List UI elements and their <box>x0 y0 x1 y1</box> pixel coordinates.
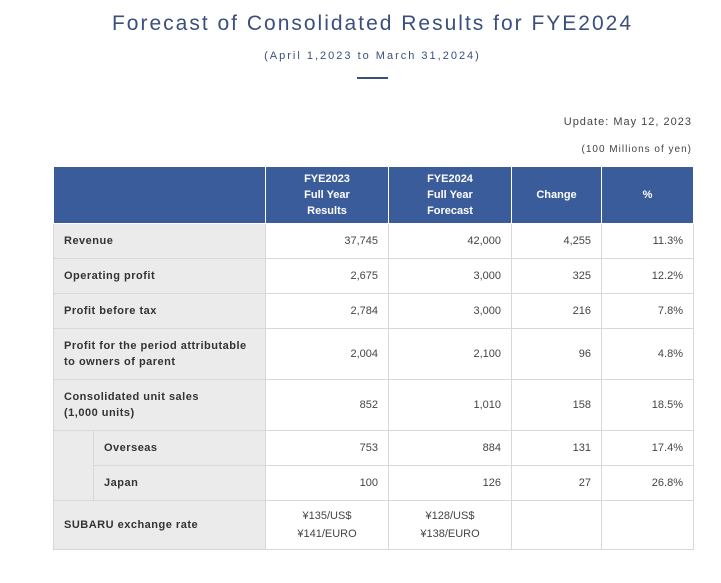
title-divider <box>357 77 388 79</box>
cell-fy2023: ¥135/US$ ¥141/EURO <box>266 501 389 550</box>
table-row <box>54 259 694 294</box>
cell-pct: 7.8% <box>602 294 694 329</box>
cell-change: 216 <box>512 294 602 329</box>
table-row <box>54 329 694 380</box>
table-row <box>54 431 694 466</box>
cell-pct: 11.3% <box>602 224 694 259</box>
cell-fy2024: 3,000 <box>389 259 512 294</box>
cell-change: 131 <box>512 431 602 466</box>
table-row <box>54 224 694 259</box>
cell-fy2024: 3,000 <box>389 294 512 329</box>
cell-pct: 18.5% <box>602 380 694 431</box>
table-row <box>54 501 694 550</box>
row-label: Japan <box>94 466 266 501</box>
cell-pct: 17.4% <box>602 431 694 466</box>
row-label: Revenue <box>54 224 266 259</box>
row-label: SUBARU exchange rate <box>54 501 266 550</box>
cell-change <box>512 501 602 550</box>
cell-fy2023: 852 <box>266 380 389 431</box>
cell-fy2023: 100 <box>266 466 389 501</box>
table-row <box>54 294 694 329</box>
row-label: Profit before tax <box>54 294 266 329</box>
cell-fy2023: 2,784 <box>266 294 389 329</box>
cell-change: 325 <box>512 259 602 294</box>
table-row <box>54 466 694 501</box>
cell-fy2024: 2,100 <box>389 329 512 380</box>
header-blank-cell <box>54 167 266 224</box>
cell-change: 27 <box>512 466 602 501</box>
cell-fy2024: 1,010 <box>389 380 512 431</box>
unit-note: (100 Millions of yen) <box>581 144 692 155</box>
row-label: Consolidated unit sales (1,000 units) <box>54 380 266 431</box>
page-subtitle: (April 1,2023 to March 31,2024) <box>264 50 481 62</box>
table-row <box>54 380 694 431</box>
page-title: Forecast of Consolidated Results for FYE2024 <box>111 12 634 35</box>
header-pct: % <box>602 167 694 224</box>
header-fy2023: FYE2023 Full Year Results <box>266 167 389 224</box>
cell-fy2023: 2,004 <box>266 329 389 380</box>
row-label: Profit for the period attributable to owners of parent <box>54 329 266 380</box>
cell-pct: 12.2% <box>602 259 694 294</box>
cell-fy2024: 126 <box>389 466 512 501</box>
cell-change: 96 <box>512 329 602 380</box>
update-date: Update: May 12, 2023 <box>563 116 692 128</box>
cell-fy2024: ¥128/US$ ¥138/EURO <box>389 501 512 550</box>
table-header-row <box>54 167 694 224</box>
cell-change: 158 <box>512 380 602 431</box>
header-change: Change <box>512 167 602 224</box>
cell-change: 4,255 <box>512 224 602 259</box>
row-label: Overseas <box>94 431 266 466</box>
cell-fy2023: 753 <box>266 431 389 466</box>
cell-fy2023: 2,675 <box>266 259 389 294</box>
indent-cell <box>54 431 94 466</box>
row-label: Operating profit <box>54 259 266 294</box>
cell-fy2024: 42,000 <box>389 224 512 259</box>
indent-cell <box>54 466 94 501</box>
cell-pct <box>602 501 694 550</box>
cell-fy2023: 37,745 <box>266 224 389 259</box>
cell-fy2024: 884 <box>389 431 512 466</box>
cell-pct: 26.8% <box>602 466 694 501</box>
forecast-table <box>53 166 694 550</box>
header-fy2024: FYE2024 Full Year Forecast <box>389 167 512 224</box>
cell-pct: 4.8% <box>602 329 694 380</box>
